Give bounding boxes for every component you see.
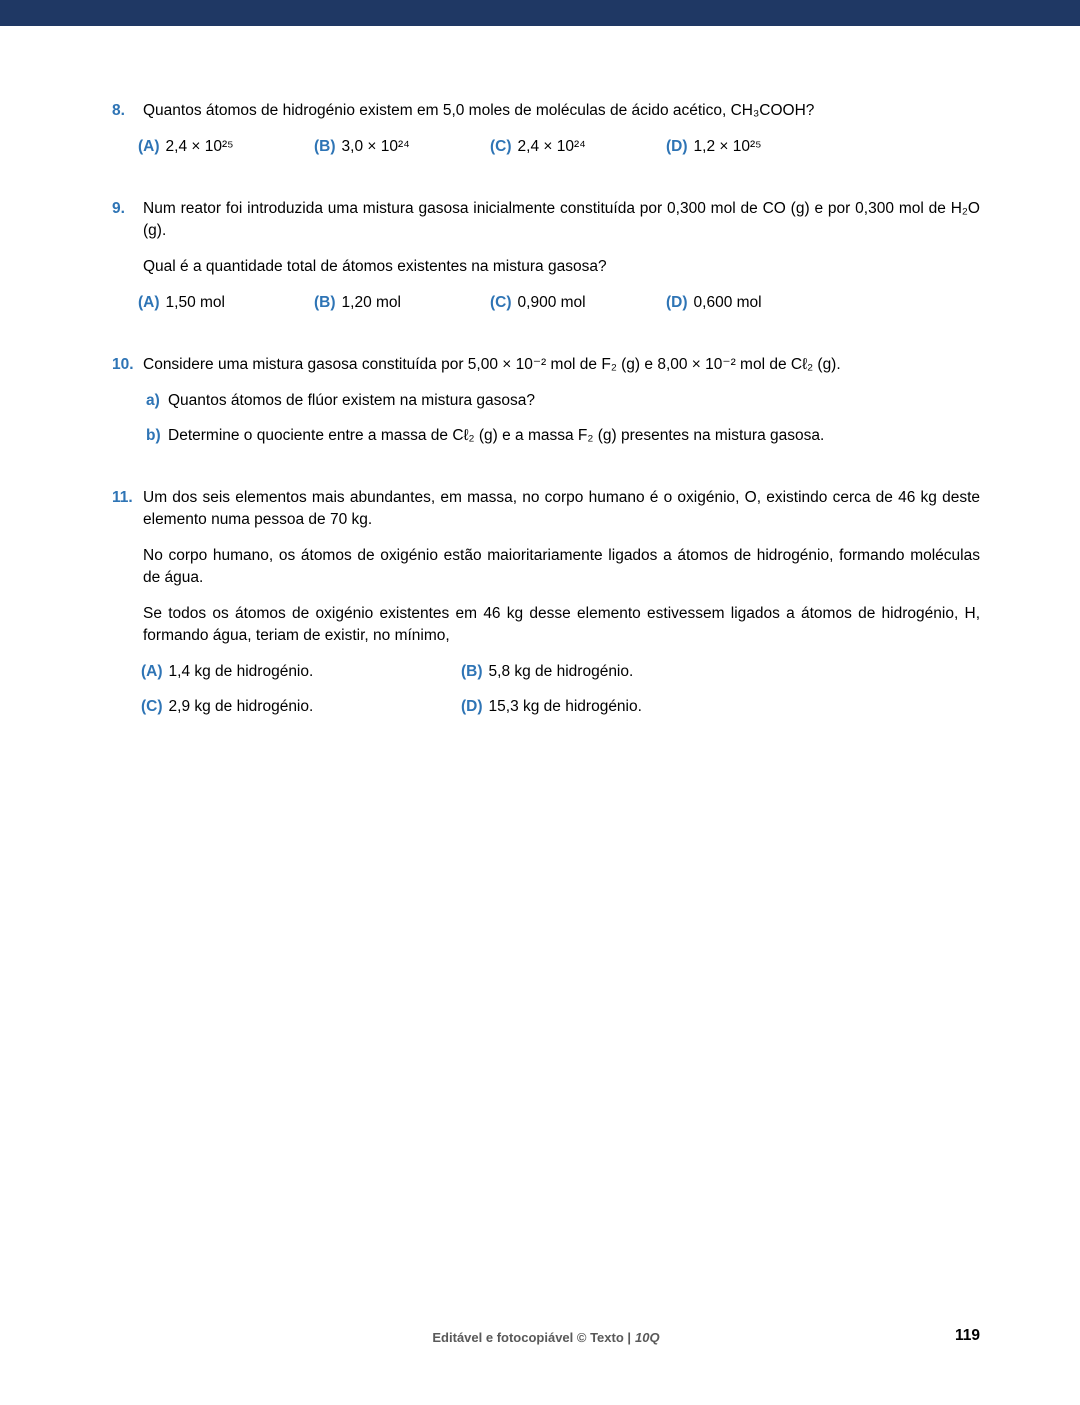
footer-edition: 10Q xyxy=(635,1330,660,1345)
page-number: 119 xyxy=(954,1327,980,1344)
option-label: (D) xyxy=(666,138,688,155)
subquestion-b xyxy=(146,425,980,447)
question-text: Um dos seis elementos mais abundantes, em massa, no corpo humano é o oxigénio, O, existindo cerca de 46 kg deste elemento numa pessoa de 70 kg. xyxy=(143,489,980,528)
question-number: 11. xyxy=(112,489,133,506)
option-b xyxy=(314,136,490,158)
option-text: 1,20 mol xyxy=(341,294,401,311)
option-label: (B) xyxy=(314,294,336,311)
option-label: (A) xyxy=(138,294,160,311)
question-number: 8. xyxy=(112,102,125,119)
option-text: 1,4 kg de hidrogénio. xyxy=(168,663,314,680)
page-footer xyxy=(112,1329,980,1347)
page-content xyxy=(0,26,1080,718)
option-b xyxy=(461,661,781,683)
option-label: (C) xyxy=(141,698,163,715)
question-9 xyxy=(112,198,980,314)
option-b xyxy=(314,292,490,314)
option-d xyxy=(461,696,781,718)
question-number: 10. xyxy=(112,356,134,373)
question-text: Num reator foi introduzida uma mistura gasosa inicialmente constituída por 0,300 mol de CO (g) e por 0,300 mol de H₂O (g). xyxy=(143,200,980,239)
option-c xyxy=(141,696,461,718)
option-text: 1,50 mol xyxy=(165,294,225,311)
question-body xyxy=(143,487,980,718)
footer-credit-text: Editável e fotocopiável © Texto | xyxy=(432,1330,632,1345)
option-label: (B) xyxy=(461,663,483,680)
subquestion-text: Quantos átomos de flúor existem na mistura gasosa? xyxy=(168,392,536,409)
option-label: (D) xyxy=(666,294,688,311)
option-a xyxy=(138,292,314,314)
subquestion-text: Determine o quociente entre a massa de Cℓ₂ (g) e a massa F₂ (g) presentes na mistura gasosa. xyxy=(168,427,825,444)
option-label: (A) xyxy=(138,138,160,155)
option-c xyxy=(490,136,666,158)
subquestion-a xyxy=(146,390,980,412)
subquestion-label: b) xyxy=(146,427,161,444)
option-d xyxy=(666,136,842,158)
option-c xyxy=(490,292,666,314)
question-10 xyxy=(112,354,980,447)
subquestion-label: a) xyxy=(146,392,160,409)
option-label: (A) xyxy=(141,663,163,680)
option-text: 1,2 × 10²⁵ xyxy=(693,138,762,155)
option-label: (C) xyxy=(490,138,512,155)
page-header-bar xyxy=(0,0,1080,26)
question-text: Quantos átomos de hidrogénio existem em 5,0 moles de moléculas de ácido acético, CH₃COOH? xyxy=(143,102,815,119)
question-number: 9. xyxy=(112,200,125,217)
question-text: No corpo humano, os átomos de oxigénio estão maioritariamente ligados a átomos de hidrogénio, formando moléculas de água. xyxy=(143,547,980,586)
option-a xyxy=(138,136,314,158)
option-a xyxy=(141,661,461,683)
option-d xyxy=(666,292,842,314)
question-prompt: Qual é a quantidade total de átomos existentes na mistura gasosa? xyxy=(143,258,607,275)
option-text: 0,600 mol xyxy=(693,294,762,311)
option-label: (C) xyxy=(490,294,512,311)
option-text: 5,8 kg de hidrogénio. xyxy=(488,663,634,680)
option-text: 3,0 × 10²⁴ xyxy=(341,138,410,155)
option-label: (D) xyxy=(461,698,483,715)
option-label: (B) xyxy=(314,138,336,155)
option-text: 2,9 kg de hidrogénio. xyxy=(168,698,314,715)
question-8 xyxy=(112,100,980,158)
question-11 xyxy=(112,487,980,718)
answer-options xyxy=(141,661,980,718)
answer-options xyxy=(138,136,980,158)
option-text: 15,3 kg de hidrogénio. xyxy=(488,698,642,715)
question-body xyxy=(138,198,980,314)
option-text: 2,4 × 10²⁴ xyxy=(517,138,586,155)
option-text: 0,900 mol xyxy=(517,294,586,311)
question-text: Considere uma mistura gasosa constituída por 5,00 × 10⁻² mol de F₂ (g) e 8,00 × 10⁻² mol de Cℓ₂ (g). xyxy=(143,356,841,373)
question-text: Se todos os átomos de oxigénio existentes em 46 kg desse elemento estivessem ligados a átomos de hidrogénio, H, formando água, teriam de existir, no mínimo, xyxy=(143,605,980,644)
option-text: 2,4 × 10²⁵ xyxy=(165,138,234,155)
answer-options xyxy=(138,292,980,314)
question-body xyxy=(143,354,980,447)
question-body xyxy=(138,100,980,158)
